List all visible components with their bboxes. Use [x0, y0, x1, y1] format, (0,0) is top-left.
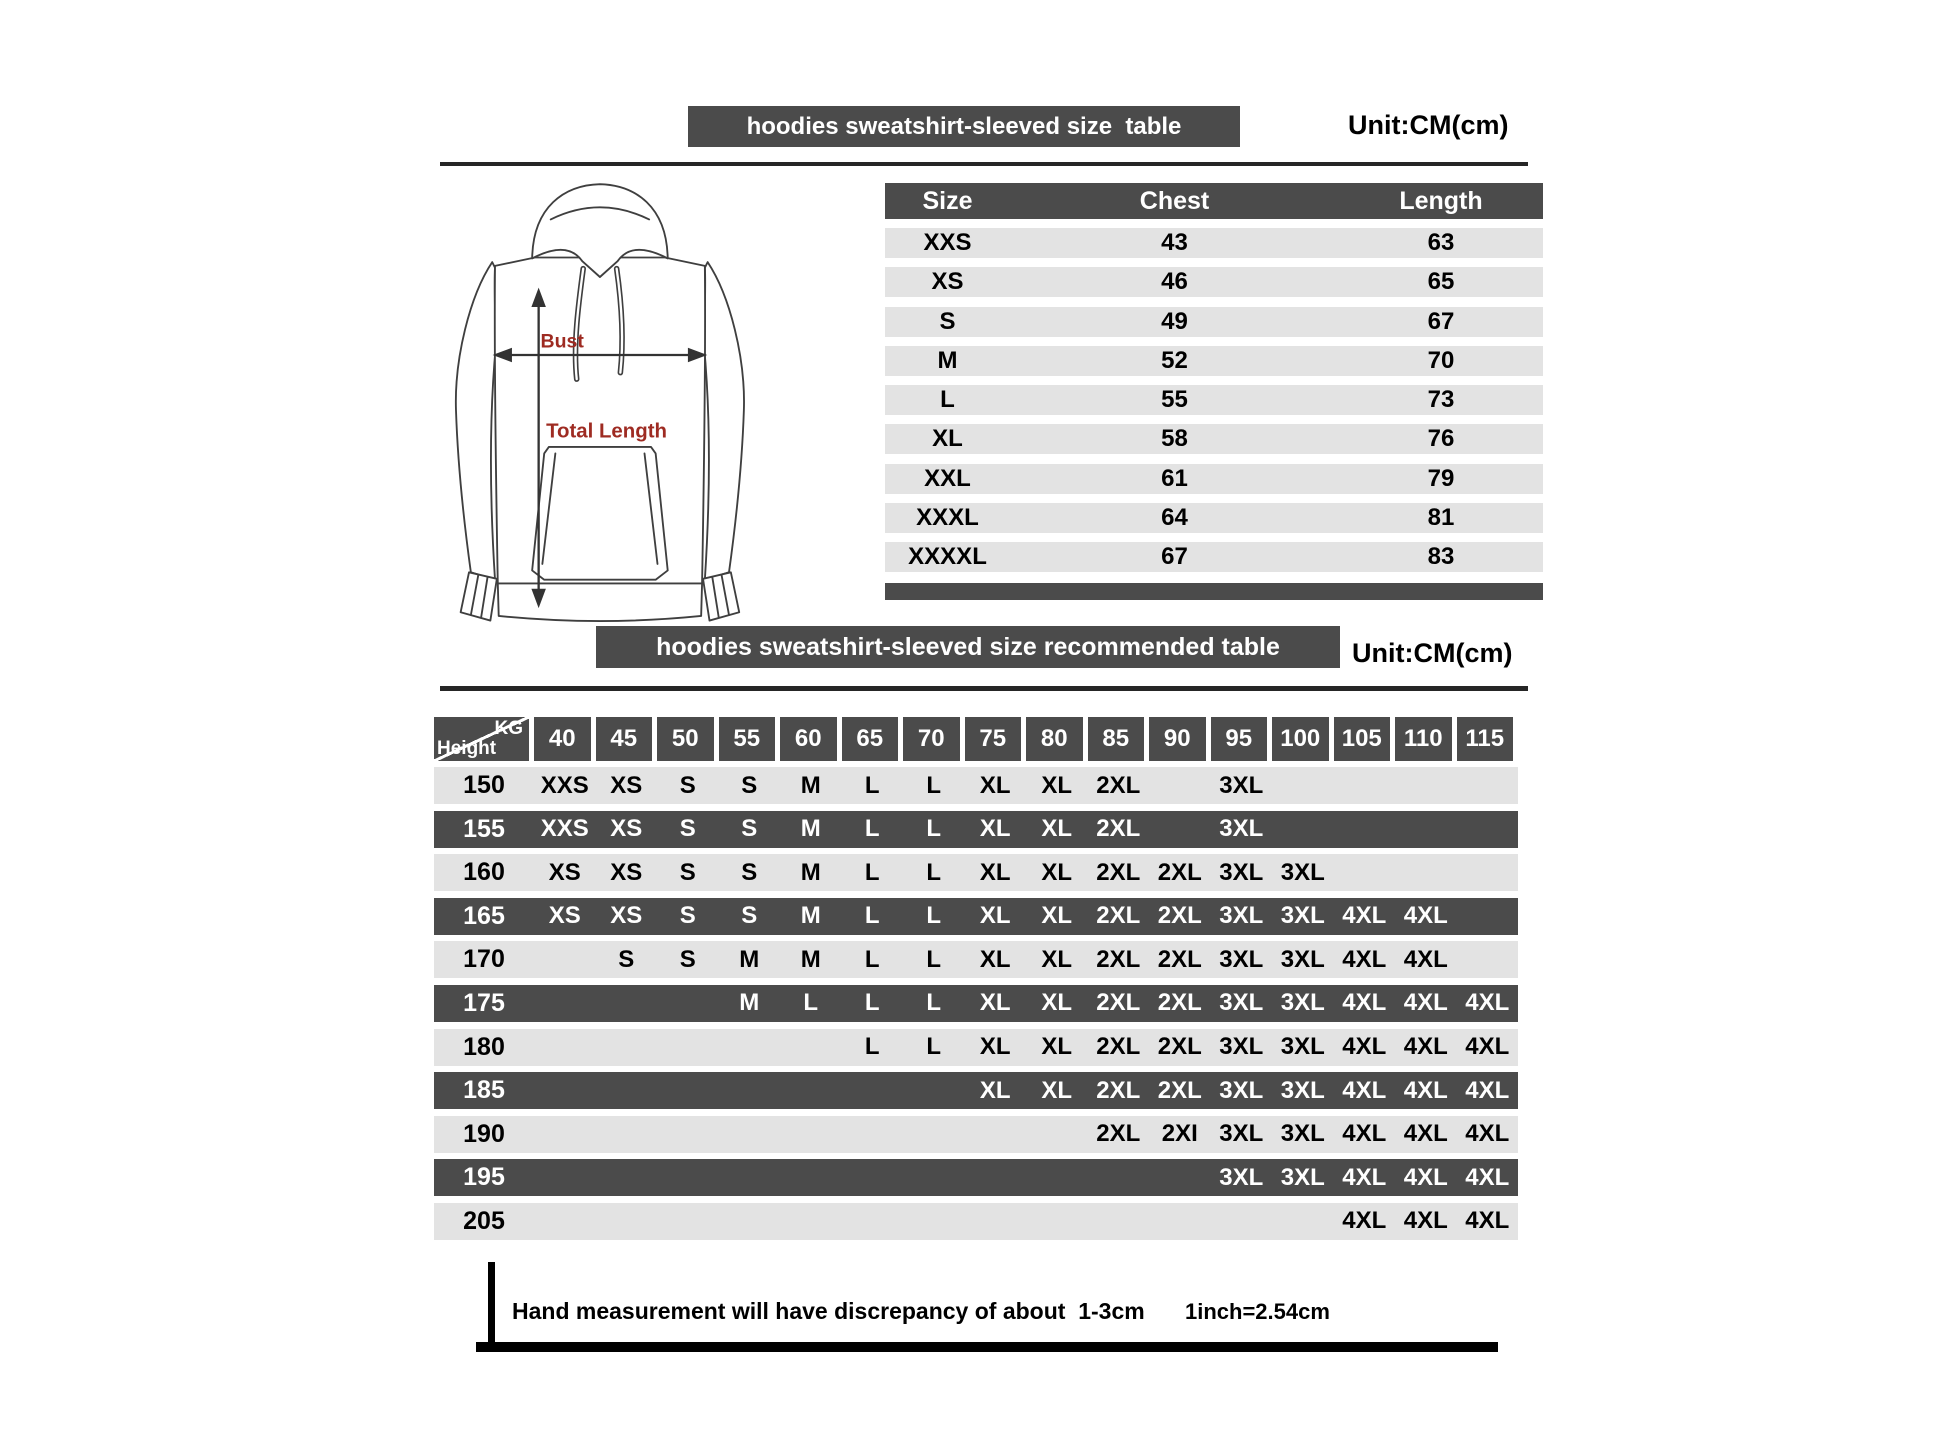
size-recommendation-cell: 3XL	[1219, 1120, 1264, 1148]
size-table-row	[885, 385, 1543, 415]
recommended-table-row	[434, 985, 1518, 1022]
size-recommendation-cell: XL	[1041, 902, 1073, 930]
size-recommendation-cell: 4XL	[1403, 1033, 1448, 1061]
weight-header-cell: 70	[903, 717, 960, 761]
weight-header-cell: 60	[780, 717, 837, 761]
left-cuff	[461, 572, 497, 620]
size-table-row	[885, 346, 1543, 376]
weight-header-cell: 115	[1457, 717, 1514, 761]
size-recommendation-cell: 3XL	[1280, 989, 1325, 1017]
inch-conversion-note: 1inch=2.54cm	[1185, 1299, 1330, 1324]
size-recommendation-cell: 3XL	[1280, 945, 1325, 973]
divider-line-top	[440, 162, 1528, 166]
size-recommendation-cell: XL	[979, 815, 1011, 843]
chest-cell: 58	[1161, 425, 1188, 453]
weight-header-cell: 50	[657, 717, 714, 761]
size-recommendation-cell: S	[741, 815, 758, 843]
size-recommendation-cell: 2XL	[1096, 945, 1141, 973]
size-recommendation-cell: 2XL	[1157, 1033, 1202, 1061]
left-sleeve	[456, 262, 496, 580]
hem-band	[498, 583, 702, 621]
size-column-header: Size	[922, 186, 973, 215]
size-cell: XXXL	[916, 504, 979, 532]
height-label: 195	[463, 1163, 505, 1192]
length-column-header: Length	[1399, 186, 1483, 215]
size-recommendation-cell: 4XL	[1403, 1120, 1448, 1148]
recommended-table-row	[434, 1116, 1518, 1153]
size-recommendation-cell: 3XL	[1280, 902, 1325, 930]
chest-cell: 49	[1161, 307, 1188, 335]
size-recommendation-cell: 3XL	[1219, 815, 1264, 843]
size-recommendation-cell: 4XL	[1403, 1163, 1448, 1191]
length-cell: 73	[1427, 386, 1455, 414]
size-recommendation-cell: M	[800, 945, 821, 973]
size-recommendation-cell: 4XL	[1342, 1207, 1387, 1235]
size-recommendation-cell: 2XL	[1157, 989, 1202, 1017]
recommended-table-title-bar	[596, 626, 1340, 668]
chest-cell: 64	[1161, 504, 1188, 532]
height-label: 160	[463, 858, 505, 887]
size-recommendation-cell: 2XL	[1096, 902, 1141, 930]
chest-cell: 43	[1161, 229, 1188, 256]
weight-header-cell: 80	[1026, 717, 1083, 761]
size-table-title-bar	[688, 106, 1240, 147]
hoodie-measurement-diagram	[442, 173, 795, 628]
size-recommendation-cell: 4XL	[1403, 1076, 1448, 1104]
size-recommendation-cell: 4XL	[1465, 1033, 1510, 1061]
size-table	[885, 183, 1543, 600]
size-recommendation-cell: L	[864, 771, 880, 799]
size-recommendation-cell: 3XL	[1280, 858, 1325, 886]
size-recommendation-cell: 2XL	[1157, 902, 1202, 930]
size-recommendation-cell: L	[926, 945, 942, 973]
size-recommendation-cell: 2XL	[1096, 771, 1141, 799]
size-recommendation-cell: XL	[979, 858, 1011, 886]
size-recommendation-cell: XS	[610, 815, 643, 843]
size-recommendation-cell: 2XL	[1096, 858, 1141, 886]
size-table-row	[885, 267, 1543, 297]
size-recommendation-cell: 3XL	[1219, 902, 1264, 930]
size-recommendation-cell: S	[741, 771, 758, 799]
chest-column-header: Chest	[1139, 186, 1210, 215]
size-cell: M	[937, 346, 958, 374]
size-recommendation-cell: S	[679, 815, 696, 843]
size-recommendation-cell: 4XL	[1342, 1033, 1387, 1061]
size-recommendation-cell: 4XL	[1342, 1163, 1387, 1191]
size-recommendation-cell: XS	[548, 902, 581, 930]
weight-header-cell: 65	[842, 717, 899, 761]
size-recommendation-cell: XL	[979, 945, 1011, 973]
recommended-table-row	[434, 767, 1518, 804]
size-recommendation-cell: 3XL	[1219, 858, 1264, 886]
size-recommendation-cell: M	[800, 815, 821, 843]
chest-cell: 52	[1161, 346, 1188, 374]
right-cuff	[703, 572, 739, 620]
size-cell: XXXXL	[908, 543, 987, 571]
size-recommendation-cell: S	[679, 902, 696, 930]
size-recommendation-cell: L	[926, 815, 942, 843]
size-recommendation-cell: M	[739, 945, 760, 973]
size-recommendation-cell: S	[741, 858, 758, 886]
size-recommendation-cell: XL	[979, 989, 1011, 1017]
size-recommendation-cell: M	[800, 902, 821, 930]
size-recommendation-cell: S	[679, 771, 696, 799]
recommended-table-row	[434, 941, 1518, 978]
size-recommendation-cell: M	[800, 771, 821, 799]
size-recommendation-cell: 2XL	[1096, 815, 1141, 843]
size-recommendation-cell: L	[926, 1033, 942, 1061]
size-table-row	[885, 307, 1543, 337]
size-table-row	[885, 424, 1543, 454]
weight-header-cell: 75	[965, 717, 1022, 761]
size-recommendation-cell: XL	[1041, 1076, 1073, 1104]
size-table-title: hoodies sweatshirt-sleeved size table	[746, 112, 1182, 140]
size-recommendation-cell: 4XL	[1342, 902, 1387, 930]
size-cell: L	[940, 386, 955, 414]
size-recommendation-cell: 3XL	[1219, 945, 1264, 973]
size-recommendation-cell: 4XL	[1465, 1076, 1510, 1104]
size-recommendation-cell: XL	[1041, 1033, 1073, 1061]
size-recommendation-cell: 4XL	[1342, 945, 1387, 973]
weight-header-cell: 105	[1334, 717, 1391, 761]
size-recommendation-cell: 4XL	[1342, 989, 1387, 1017]
note-left-border	[488, 1262, 495, 1351]
size-recommendation-cell: L	[926, 902, 942, 930]
corner-kg-label: KG	[494, 718, 523, 739]
size-recommendation-cell: S	[679, 858, 696, 886]
size-table-row	[885, 503, 1543, 533]
size-recommendation-cell: 4XL	[1403, 989, 1448, 1017]
size-cell: XXL	[924, 464, 971, 492]
height-label: 150	[463, 771, 505, 799]
size-recommendation-cell: 3XL	[1280, 1033, 1325, 1061]
chest-cell: 55	[1161, 386, 1188, 414]
length-cell: 76	[1427, 425, 1455, 453]
recommended-table-title: hoodies sweatshirt-sleeved size recommended table	[656, 632, 1280, 661]
kangaroo-pocket	[532, 447, 668, 580]
size-recommendation-cell: 3XL	[1280, 1163, 1325, 1191]
total-length-label: Total Length	[546, 420, 667, 443]
height-label: 175	[463, 988, 505, 1017]
length-cell: 81	[1427, 504, 1455, 532]
length-cell: 79	[1427, 464, 1455, 492]
height-weight-corner-cell	[434, 717, 529, 761]
size-table-row	[885, 464, 1543, 494]
size-table-bottom-bar	[885, 583, 1543, 600]
divider-line-middle	[440, 686, 1528, 691]
size-table-unit-label: Unit:CM(cm)	[1348, 110, 1509, 140]
length-cell: 67	[1427, 307, 1455, 335]
size-recommendation-cell: 3XL	[1280, 1076, 1325, 1104]
size-recommendation-cell: M	[800, 858, 821, 886]
size-recommendation-cell: 4XL	[1342, 1076, 1387, 1104]
size-recommendation-cell: 4XL	[1465, 1120, 1510, 1148]
size-recommendation-cell: 2XL	[1157, 945, 1202, 973]
height-label: 155	[463, 814, 505, 843]
size-recommendation-cell: 2XL	[1096, 1033, 1141, 1061]
weight-header-cell: 85	[1088, 717, 1145, 761]
size-recommendation-cell: 4XL	[1342, 1120, 1387, 1148]
size-recommendation-cell: XL	[979, 1076, 1011, 1104]
size-recommendation-cell: S	[679, 945, 696, 973]
size-recommendation-cell: 4XL	[1403, 902, 1448, 930]
size-cell: XS	[931, 268, 964, 296]
size-table-row	[885, 542, 1543, 572]
size-recommendation-cell: L	[803, 989, 819, 1017]
height-label: 185	[463, 1076, 505, 1105]
corner-height-label: Height	[437, 738, 497, 759]
length-cell: 83	[1427, 543, 1455, 571]
size-recommendation-cell: 2XL	[1096, 989, 1141, 1017]
size-recommendation-cell: 3XL	[1219, 1163, 1264, 1191]
size-recommendation-cell: M	[739, 989, 760, 1017]
weight-header-cell: 100	[1272, 717, 1329, 761]
height-label: 205	[463, 1206, 505, 1235]
recommended-table-row	[434, 898, 1518, 935]
size-recommendation-cell: 4XL	[1403, 945, 1448, 973]
size-recommendation-cell: 3XL	[1219, 1076, 1264, 1104]
size-recommendation-cell: L	[864, 815, 880, 843]
size-recommendation-cell: L	[864, 902, 880, 930]
weight-header-cell: 90	[1149, 717, 1206, 761]
size-cell: XL	[932, 425, 963, 453]
size-recommendation-cell: 2XL	[1096, 1076, 1141, 1104]
size-recommendation-cell: L	[864, 858, 880, 886]
weight-header-cell: 40	[534, 717, 591, 761]
size-recommendation-cell: XS	[610, 771, 643, 799]
size-recommendation-cell: XL	[979, 1033, 1011, 1061]
weight-header-cell: 110	[1395, 717, 1452, 761]
size-recommendation-cell: XL	[979, 771, 1011, 799]
size-recommendation-cell: 4XL	[1403, 1207, 1448, 1235]
size-recommendation-cell: L	[926, 858, 942, 886]
recommended-table-row	[434, 1072, 1518, 1109]
size-recommendation-cell: S	[618, 945, 635, 973]
size-recommendation-cell: XXS	[540, 815, 589, 843]
recommended-table-row	[434, 854, 1518, 891]
measurement-note: Hand measurement will have discrepancy of about 1-3cm	[512, 1298, 1145, 1324]
right-sleeve	[704, 262, 744, 580]
chest-cell: 46	[1161, 268, 1188, 296]
size-recommendation-cell: 3XL	[1219, 1033, 1264, 1061]
recommended-table-row	[434, 1203, 1518, 1240]
note-bottom-border	[476, 1342, 1498, 1352]
recommended-table-row	[434, 1159, 1518, 1196]
size-recommendation-cell: XL	[1041, 945, 1073, 973]
size-recommendation-cell: S	[741, 902, 758, 930]
size-recommendation-cell: XXS	[540, 771, 589, 799]
size-recommendation-cell: L	[864, 1033, 880, 1061]
size-recommendation-cell: L	[926, 989, 942, 1017]
size-recommendation-cell: 4XL	[1465, 989, 1510, 1017]
length-cell: 65	[1427, 268, 1455, 296]
size-recommendation-cell: 2XL	[1096, 1120, 1141, 1148]
size-cell: XXS	[923, 229, 972, 256]
height-label: 170	[463, 945, 505, 974]
size-recommendation-cell: XL	[1041, 858, 1073, 886]
height-label: 165	[463, 901, 505, 930]
weight-header-cell: 45	[596, 717, 653, 761]
size-recommendation-cell: 2XL	[1157, 858, 1202, 886]
recommended-table-rows	[434, 767, 1518, 1247]
size-recommendation-cell: 2XI	[1161, 1120, 1198, 1148]
recommended-table-row	[434, 1029, 1518, 1066]
size-recommendation-cell: 2XL	[1157, 1076, 1202, 1104]
chest-cell: 61	[1161, 464, 1188, 492]
size-recommendation-cell: XL	[979, 902, 1011, 930]
size-recommendation-cell: XS	[610, 858, 643, 886]
height-label: 190	[463, 1119, 505, 1148]
chest-cell: 67	[1161, 543, 1188, 571]
size-recommendation-cell: XL	[1041, 815, 1073, 843]
size-recommendation-cell: L	[864, 989, 880, 1017]
size-recommendation-cell: XL	[1041, 771, 1073, 799]
size-table-rows	[885, 228, 1543, 572]
size-recommendation-cell: XS	[548, 858, 581, 886]
weight-header-cell: 55	[719, 717, 776, 761]
hoodie-drawing	[456, 184, 744, 621]
height-label: 180	[463, 1032, 505, 1061]
size-table-row	[885, 228, 1543, 258]
size-recommendation-cell: L	[926, 771, 942, 799]
size-table-header	[885, 183, 1543, 219]
weight-header-cell: 95	[1211, 717, 1268, 761]
bust-label: Bust	[540, 330, 584, 353]
size-recommendation-cell: L	[864, 945, 880, 973]
size-recommendation-cell: 4XL	[1465, 1163, 1510, 1191]
length-cell: 70	[1427, 346, 1455, 374]
size-cell: S	[939, 307, 956, 335]
recommended-table-row	[434, 811, 1518, 848]
size-recommendation-cell: 4XL	[1465, 1207, 1510, 1235]
size-recommendation-cell: 3XL	[1219, 989, 1264, 1017]
size-recommendation-cell: 3XL	[1280, 1120, 1325, 1148]
length-cell: 63	[1427, 229, 1455, 256]
size-recommendation-cell: XL	[1041, 989, 1073, 1017]
size-recommendation-cell: XS	[610, 902, 643, 930]
recommended-table-header	[434, 717, 1518, 761]
size-recommendation-cell: 3XL	[1219, 771, 1264, 799]
recommended-table-unit-label: Unit:CM(cm)	[1352, 638, 1513, 668]
